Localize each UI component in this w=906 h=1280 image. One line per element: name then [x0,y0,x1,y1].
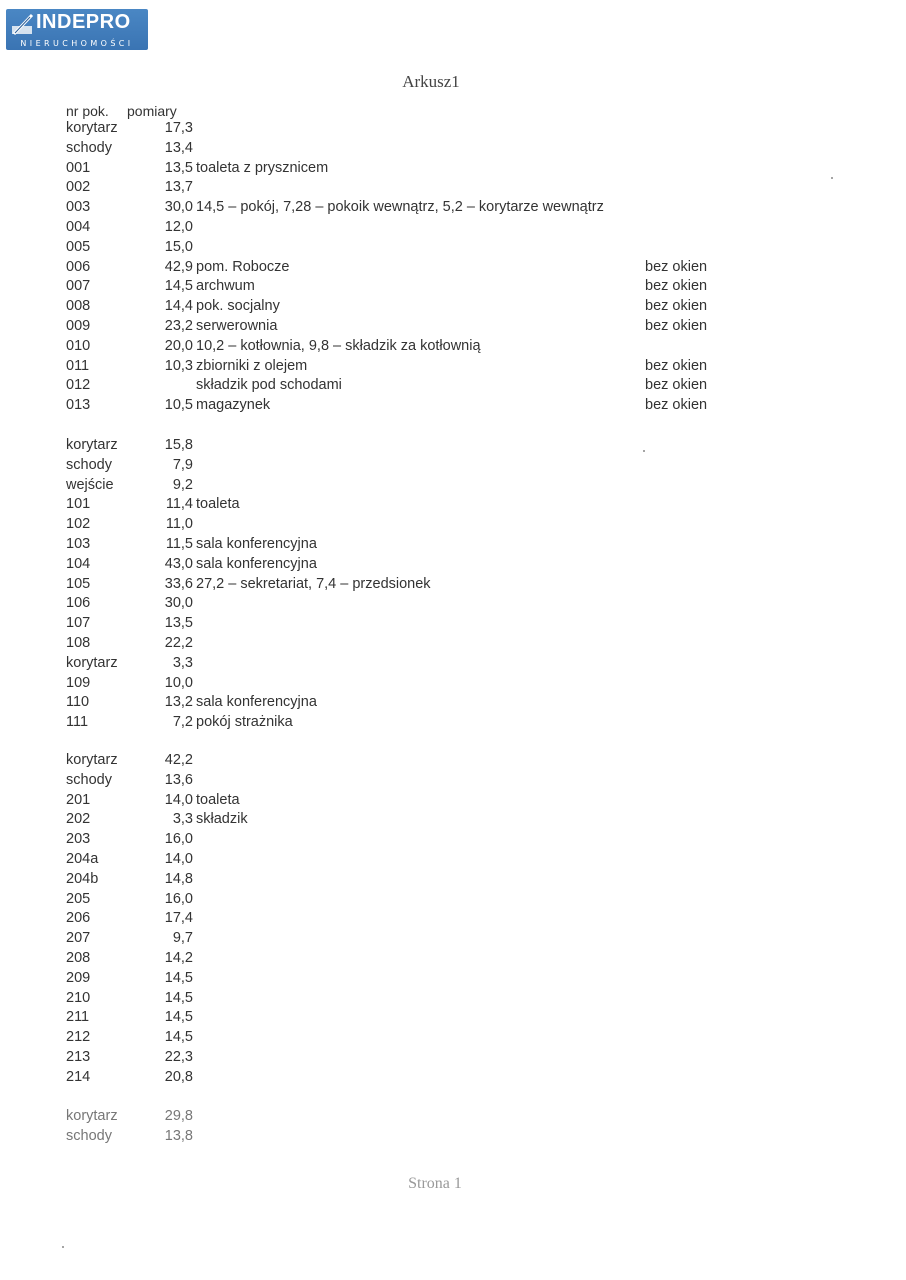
value-cell: 7,2 [172,714,193,731]
table-row [0,338,906,358]
description-cell: zbiorniki z olejem [196,357,308,374]
room-cell: 204b [66,870,99,887]
value-cell: 14,0 [164,791,193,808]
description-cell: magazynek [196,397,271,414]
value-cell: 17,4 [164,910,193,927]
table-row [0,298,906,318]
room-cell: 201 [66,791,91,808]
table-row [0,675,906,695]
room-cell: 005 [66,238,91,255]
room-cell: 012 [66,377,91,394]
value-cell: 14,4 [164,298,193,315]
room-cell: 206 [66,910,91,927]
table-row [0,950,906,970]
value-cell: 14,8 [164,870,193,887]
room-cell: 204a [66,851,99,867]
table-row [0,120,906,140]
table-row [0,930,906,950]
note-cell: bez okien [645,278,708,295]
table-row [0,655,906,675]
description-cell: sala konferencyjna [196,536,317,552]
room-cell: 003 [66,199,91,216]
table-row [0,516,906,536]
table-row [0,831,906,851]
room-cell: korytarz [66,120,118,136]
value-cell: 16,0 [164,890,193,907]
table-row [0,811,906,831]
value-cell: 42,2 [164,752,193,768]
room-cell: schody [66,139,112,156]
table-row [0,358,906,378]
value-cell: 11,5 [165,536,193,552]
room-cell: schody [66,456,112,473]
room-cell: 006 [66,258,91,275]
table-row [0,891,906,911]
description-cell: pok. socjalny [196,298,280,315]
value-cell: 16,0 [164,831,193,848]
table-row [0,457,906,477]
room-cell: 104 [66,555,91,572]
room-cell: 102 [66,516,91,533]
note-cell: bez okien [645,377,708,394]
table-row [0,278,906,298]
sheet-title: Arkusz1 [402,72,460,91]
description-cell: sala konferencyjna [196,555,317,572]
value-cell: 42,9 [164,258,193,275]
table-row [0,377,906,397]
logo-wordmark: INDEPRO [36,11,131,33]
value-cell: 13,8 [164,1127,193,1144]
table-row [0,496,906,516]
table-row [0,1128,906,1148]
room-cell: 001 [66,159,91,176]
value-cell: 43,0 [164,555,193,572]
table-row [0,595,906,615]
value-cell: 14,5 [164,278,193,295]
page-footer: Strona 1 [408,1175,462,1192]
room-cell: 207 [66,930,91,947]
table-row [0,318,906,338]
value-cell: 13,2 [164,694,193,711]
table-row [0,397,906,417]
room-cell: schody [66,771,112,788]
table-row [0,160,906,180]
table-row [0,970,906,990]
note-cell: bez okien [645,318,708,334]
value-cell: 23,2 [164,318,193,334]
description-cell: serwerownia [196,318,278,334]
room-cell: 107 [66,615,91,632]
value-cell: 12,0 [164,219,193,235]
value-cell: 14,0 [164,851,193,867]
room-cell: 203 [66,831,91,848]
value-cell: 10,3 [164,357,193,374]
table-row [0,140,906,160]
table-row [0,752,906,772]
value-cell: 15,8 [164,437,193,453]
value-cell: 22,2 [164,635,193,651]
room-cell: 010 [66,337,91,354]
value-cell: 3,3 [172,654,193,671]
table-row [0,199,906,219]
logo-tagline: NIERUCHOMOŚCI [20,39,134,48]
table-row [0,910,906,930]
room-cell: 105 [66,575,91,592]
indepro-logo [6,9,148,50]
table-row [0,1049,906,1069]
description-cell: składzik pod schodami [196,377,342,394]
header-measure: pomiary [127,103,177,119]
note-cell: bez okien [645,258,708,275]
scan-speck [62,1246,64,1248]
room-cell: 008 [66,298,91,315]
table-row [0,1108,906,1128]
table-row [0,990,906,1010]
room-cell: wejście [66,476,114,493]
value-cell: 14,5 [164,989,193,1006]
value-cell: 7,9 [172,456,193,473]
value-cell: 14,5 [164,969,193,986]
table-row [0,536,906,556]
room-cell: 202 [66,811,91,828]
room-cell: korytarz [66,752,118,768]
value-cell: 17,3 [164,120,193,136]
table-row [0,871,906,891]
room-cell: 214 [66,1068,91,1085]
table-row [0,239,906,259]
table-row [0,437,906,457]
scan-speck [831,177,833,179]
room-cell: 013 [66,397,91,414]
table-row [0,851,906,871]
table-row [0,556,906,576]
room-cell: schody [66,1127,112,1144]
description-cell: archwum [196,278,255,295]
room-cell: 212 [66,1029,91,1046]
table-row [0,477,906,497]
table-row [0,1069,906,1089]
table-row [0,1009,906,1029]
value-cell: 20,8 [164,1068,193,1085]
value-cell: 13,5 [164,159,193,176]
room-cell: korytarz [66,654,118,671]
value-cell: 13,4 [164,139,193,156]
room-cell: korytarz [66,437,118,453]
value-cell: 11,0 [165,516,193,533]
room-cell: korytarz [66,1108,118,1124]
table-row [0,615,906,635]
value-cell: 29,8 [164,1108,193,1124]
description-cell: toaleta [196,791,240,808]
value-cell: 15,0 [164,238,193,255]
table-row [0,219,906,239]
value-cell: 20,0 [164,337,193,354]
value-cell: 10,5 [164,397,193,414]
value-cell: 13,5 [164,615,193,632]
value-cell: 14,2 [164,950,193,966]
pen-icon [10,12,36,38]
value-cell: 3,3 [172,811,193,828]
table-row [0,179,906,199]
value-cell: 14,5 [164,1029,193,1046]
table-row [0,792,906,812]
value-cell: 11,4 [165,496,193,513]
room-cell: 109 [66,674,91,691]
room-cell: 211 [66,1009,90,1026]
scan-speck [643,450,645,452]
room-cell: 111 [66,714,89,731]
room-cell: 208 [66,950,91,966]
table-row [0,635,906,655]
room-cell: 209 [66,969,91,986]
room-cell: 108 [66,635,91,651]
room-cell: 103 [66,536,91,552]
description-cell: pokój strażnika [196,714,293,731]
description-cell: 10,2 – kotłownia, 9,8 – składzik za kotłownią [196,337,481,354]
note-cell: bez okien [645,357,708,374]
value-cell: 13,6 [164,771,193,788]
table-row [0,576,906,596]
note-cell: bez okien [645,397,708,414]
room-cell: 009 [66,318,91,334]
room-cell: 004 [66,219,91,235]
value-cell: 22,3 [164,1049,193,1065]
room-cell: 106 [66,595,91,612]
description-cell: pom. Robocze [196,258,290,275]
note-cell: bez okien [645,298,708,315]
table-row [0,1029,906,1049]
value-cell: 14,5 [164,1009,193,1026]
room-cell: 213 [66,1049,91,1065]
room-cell: 110 [66,694,90,711]
room-cell: 011 [66,357,90,374]
room-cell: 101 [66,496,91,513]
description-cell: składzik [196,811,248,828]
description-cell: 14,5 – pokój, 7,28 – pokoik wewnątrz, 5,2 – korytarze wewnątrz [196,199,604,216]
description-cell: sala konferencyjna [196,694,317,711]
value-cell: 30,0 [164,595,193,612]
description-cell: toaleta z prysznicem [196,159,329,176]
room-cell: 205 [66,890,91,907]
header-room: nr pok. [66,103,109,119]
description-cell: 27,2 – sekretariat, 7,4 – przedsionek [196,575,431,592]
table-row [0,772,906,792]
room-cell: 007 [66,278,91,295]
value-cell: 9,7 [172,930,193,947]
description-cell: toaleta [196,496,240,513]
table-row [0,714,906,734]
room-cell: 002 [66,179,91,196]
value-cell: 30,0 [164,199,193,216]
table-row [0,259,906,279]
value-cell: 10,0 [164,674,193,691]
table-row [0,694,906,714]
value-cell: 9,2 [172,476,193,493]
room-cell: 210 [66,989,91,1006]
value-cell: 13,7 [164,179,193,196]
value-cell: 33,6 [164,575,193,592]
